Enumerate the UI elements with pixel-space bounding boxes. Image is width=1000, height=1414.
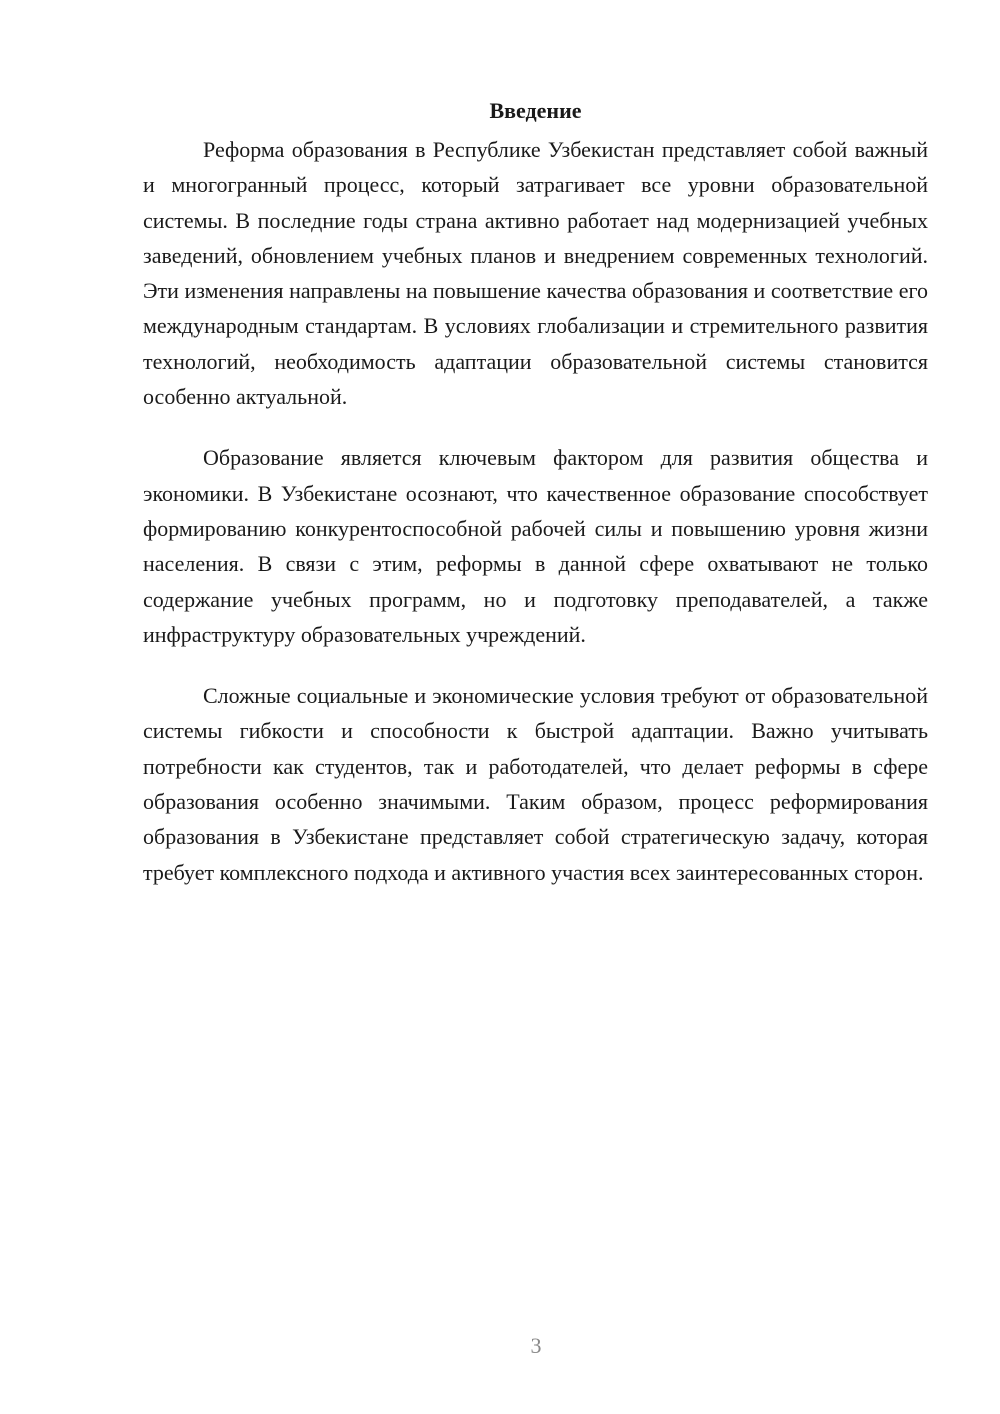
paragraph-1: Реформа образования в Республике Узбекистан представляет собой важный и многогранный процесс, который затрагивает все уровни образовательной системы. В последние годы страна активно работает над модернизацией учебных заведений, обновлением учебных планов и внедрением современных технологий. Эти изменения направлены на повышение качества образования и соответствие его международным стандартам. В условиях глобализации и стремительного развития технологий, необходимость адаптации образовательной системы становится особенно актуальной. <box>143 137 928 410</box>
paragraph-2: Образование является ключевым фактором для развития общества и экономики. В Узбекистане осознают, что качественное образование способствует формированию конкурентоспособной рабочей силы и повышению уровня жизни населения. В связи с этим, реформы в данной сфере охватывают не только содержание учебных программ, но и подготовку преподавателей, а также инфраструктуру образовательных учреждений. <box>143 445 928 647</box>
page-number: 3 <box>530 1333 542 1358</box>
section-heading: Введение <box>489 98 582 123</box>
page-content <box>143 96 928 890</box>
paragraph-3: Сложные социальные и экономические условия требуют от образовательной системы гибкости и способности к быстрой адаптации. Важно учитывать потребности как студентов, так и работодателей, что делает реформы в сфере образования особенно значимыми. Таким образом, процесс реформирования образования в Узбекистане представляет собой стратегическую задачу, которая требует комплексного подхода и активного участия всех заинтересованных сторон. <box>143 683 928 885</box>
